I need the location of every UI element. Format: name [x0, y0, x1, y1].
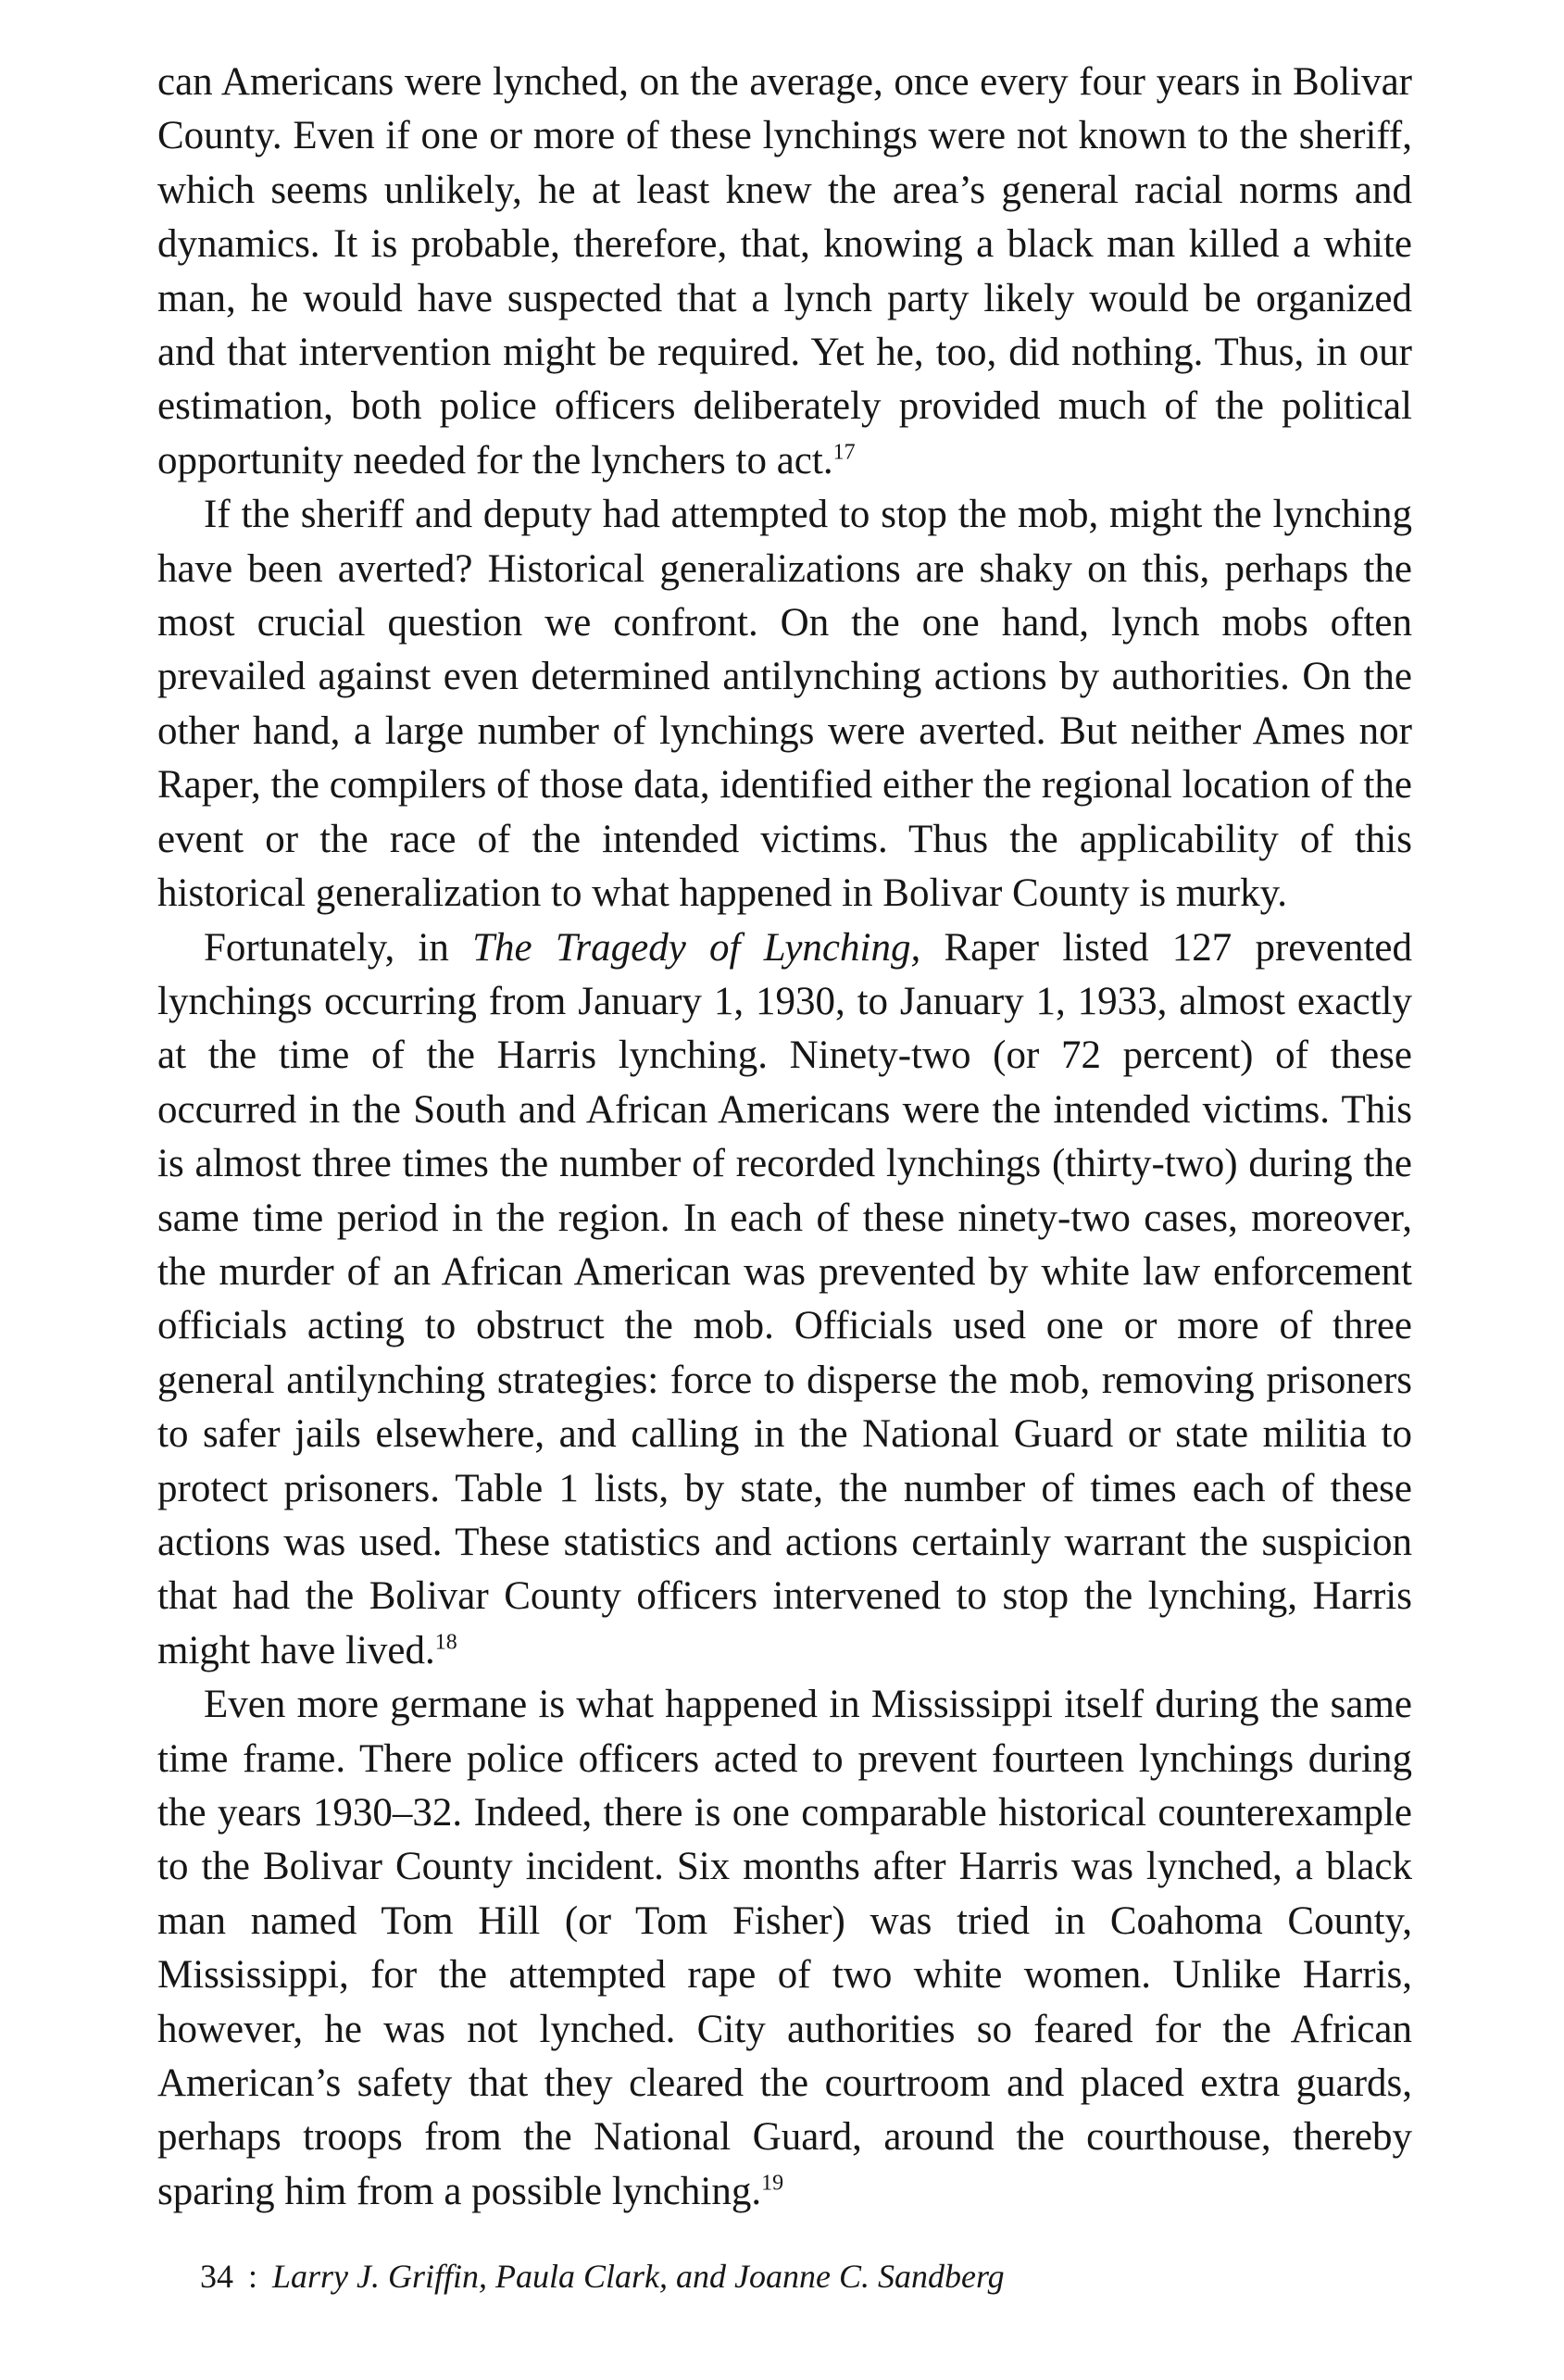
footer-authors: Larry J. Griffin, Paula Clark, and Joanne C. Sandberg [272, 2258, 1005, 2295]
footer-separator: : [248, 2258, 258, 2295]
footnote-ref-18: 18 [434, 1630, 457, 1655]
page-number: 34 [200, 2258, 233, 2295]
page-footer [200, 2257, 1005, 2296]
footnote-ref-19: 19 [761, 2171, 784, 2196]
footnote-ref-17: 17 [832, 440, 856, 465]
paragraph-4 [157, 1678, 1412, 2219]
paragraph-2 [157, 488, 1412, 921]
paragraph-2-text: If the sheriff and deputy had attempted to stop the mob, might the lynching have been averted? Historical generalizations are shaky on this, perhaps the most crucial question we confront. On the one hand, lynch mobs often prevailed against even determined antilynching actions by authorities. On the other hand, a large number of lynchings were averted. But neither Ames nor Raper, the compilers of those data, identified either the regional location of the event or the race of the intended victims. Thus the applicability of this historical generalization to what happened in Bolivar County is murky. [157, 493, 1412, 916]
paragraph-3-text-start: Fortunately, in [204, 925, 473, 970]
paragraph-1 [157, 56, 1412, 488]
book-title: The Tragedy of Lynching, [472, 925, 921, 970]
page-body [157, 56, 1412, 2219]
paragraph-3-text: Raper listed 127 prevented lynchings occurring from January 1, 1930, to January 1, 1933, almost exactly at the time of the Harris lynching. Ninety-two (or 72 percent) of these occurred in the South and African Americans were the intended victims. This is almost three times the number of recorded lynchings (thirty-two) during the same time period in the region. In each of these ninety-two cases, moreover, the murder of an African American was prevented by white law enforcement officials acting to obstruct the mob. Officials used one or more of three general antilynching strategies: force to disperse the mob, removing prisoners to safer jails elsewhere, and calling in the National Guard or state militia to protect prisoners. Table 1 lists, by state, the number of times each of these actions was used. These statistics and actions certainly warrant the suspicion that had the Bolivar County officers intervened to stop the lynching, Harris might have lived. [157, 925, 1412, 1672]
paragraph-3 [157, 921, 1412, 1679]
paragraph-1-text: can Americans were lynched, on the average, once every four years in Bolivar County. Even if one or more of these lynchings were not known to the sheriff, which seems unlikely, he at least knew the area’s general racial norms and dynamics. It is probable, therefore, that, knowing a black man killed a white man, he would have suspected that a lynch party likely would be organized and that intervention might be required. Yet he, too, did nothing. Thus, in our estimation, both police officers deliberately provided much of the political opportunity needed for the lynchers to act. [157, 60, 1412, 482]
paragraph-4-text: Even more germane is what happened in Mississippi itself during the same time frame. There police officers acted to prevent fourteen lynchings during the years 1930–32. Indeed, there is one comparable historical counterexample to the Bolivar County incident. Six months after Harris was lynched, a black man named Tom Hill (or Tom Fisher) was tried in Coahoma County, Mississippi, for the attempted rape of two white women. Unlike Harris, however, he was not lynched. City authorities so feared for the African American’s safety that they cleared the courtroom and placed extra guards, perhaps troops from the National Guard, around the courthouse, thereby sparing him from a possible lynching. [157, 1683, 1412, 2213]
